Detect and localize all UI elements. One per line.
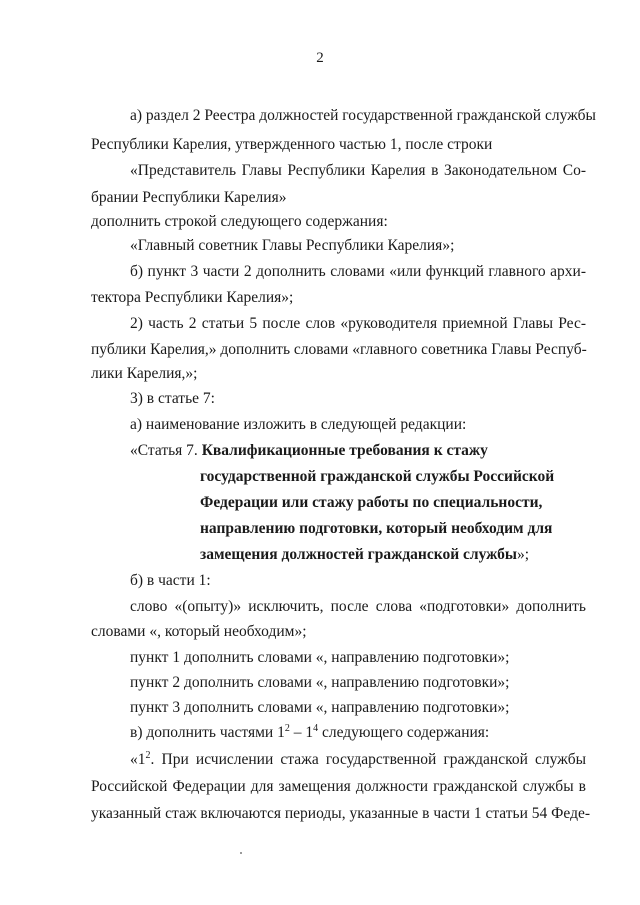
paragraph-line: пункт 1 дополнить словами «, направлению подготовки»; [130,649,510,666]
paragraph-line: пункт 3 дополнить словами «, направлению подготовки»; [130,699,510,716]
paragraph-line: а) наименование изложить в следующей редакции: [130,416,467,433]
paragraph-line: брании Республики Карелия» [91,189,287,206]
page-number: 2 [316,50,324,66]
article-title-tail: »; [517,546,530,563]
article-title-line: направлению подготовки, который необходим для [200,520,553,537]
paragraph-line: «Представитель Главы Республики Карелия в Законодательном Со- [130,162,586,179]
article-title: Квалификационные требования к стажу [201,442,488,459]
paragraph-line: публики Карелия,» дополнить словами «главного советника Главы Респуб- [91,341,587,358]
scan-speck [240,852,242,854]
article-title-line: государственной гражданской службы Российской [200,468,555,485]
paragraph-line: а) раздел 2 Реестра должностей государственной гражданской службы [130,107,596,124]
article-title-line [200,545,529,565]
paragraph-line: Российской Федерации для замещения должности гражданской службы в [91,778,586,795]
paragraph-line: 2) часть 2 статьи 5 после слов «руководителя приемной Главы Рес- [130,315,586,332]
paragraph-line: «Главный советник Главы Республики Карелия»; [130,237,455,254]
paragraph-line: словами «, который необходим»; [91,623,307,640]
text-run: «1 [130,751,146,768]
paragraph-line: Республики Карелия, утвержденного частью 1, после строки [91,136,493,153]
text-run: следующего содержания: [318,724,490,741]
paragraph-line: 3) в статье 7: [130,390,215,407]
paragraph-line: дополнить строкой следующего содержания: [91,213,388,230]
paragraph-line: указанный стаж включаются периоды, указанные в части 1 статьи 54 Феде- [91,805,591,822]
paragraph-line: б) в части 1: [130,572,211,589]
paragraph-line: тектора Республики Карелия»; [91,289,294,306]
paragraph-line: лики Карелия,»; [91,365,198,382]
text-run: . При исчислении стажа государственной гражданской службы [150,751,586,768]
superscript: 4 [313,722,319,734]
paragraph-line: слово «(опыту)» исключить, после слова «подготовки» дополнить [130,598,586,615]
paragraph-line [130,723,489,743]
text-run: – 1 [289,724,314,741]
article-prefix: «Статья 7. [130,442,202,459]
text-run: в) дополнить частями 1 [130,724,285,741]
article-title-line: Федерации или стажу работы по специальности, [200,494,543,511]
superscript: 2 [284,722,290,734]
paragraph-line [130,750,586,770]
article-title-line [130,441,488,461]
superscript: 2 [145,749,151,761]
paragraph-line: пункт 2 дополнить словами «, направлению подготовки»; [130,674,510,691]
article-title-end: замещения должностей гражданской службы [200,546,518,563]
text-run [130,750,151,770]
paragraph-line: б) пункт 3 части 2 дополнить словами «или функций главного архи- [130,263,586,280]
